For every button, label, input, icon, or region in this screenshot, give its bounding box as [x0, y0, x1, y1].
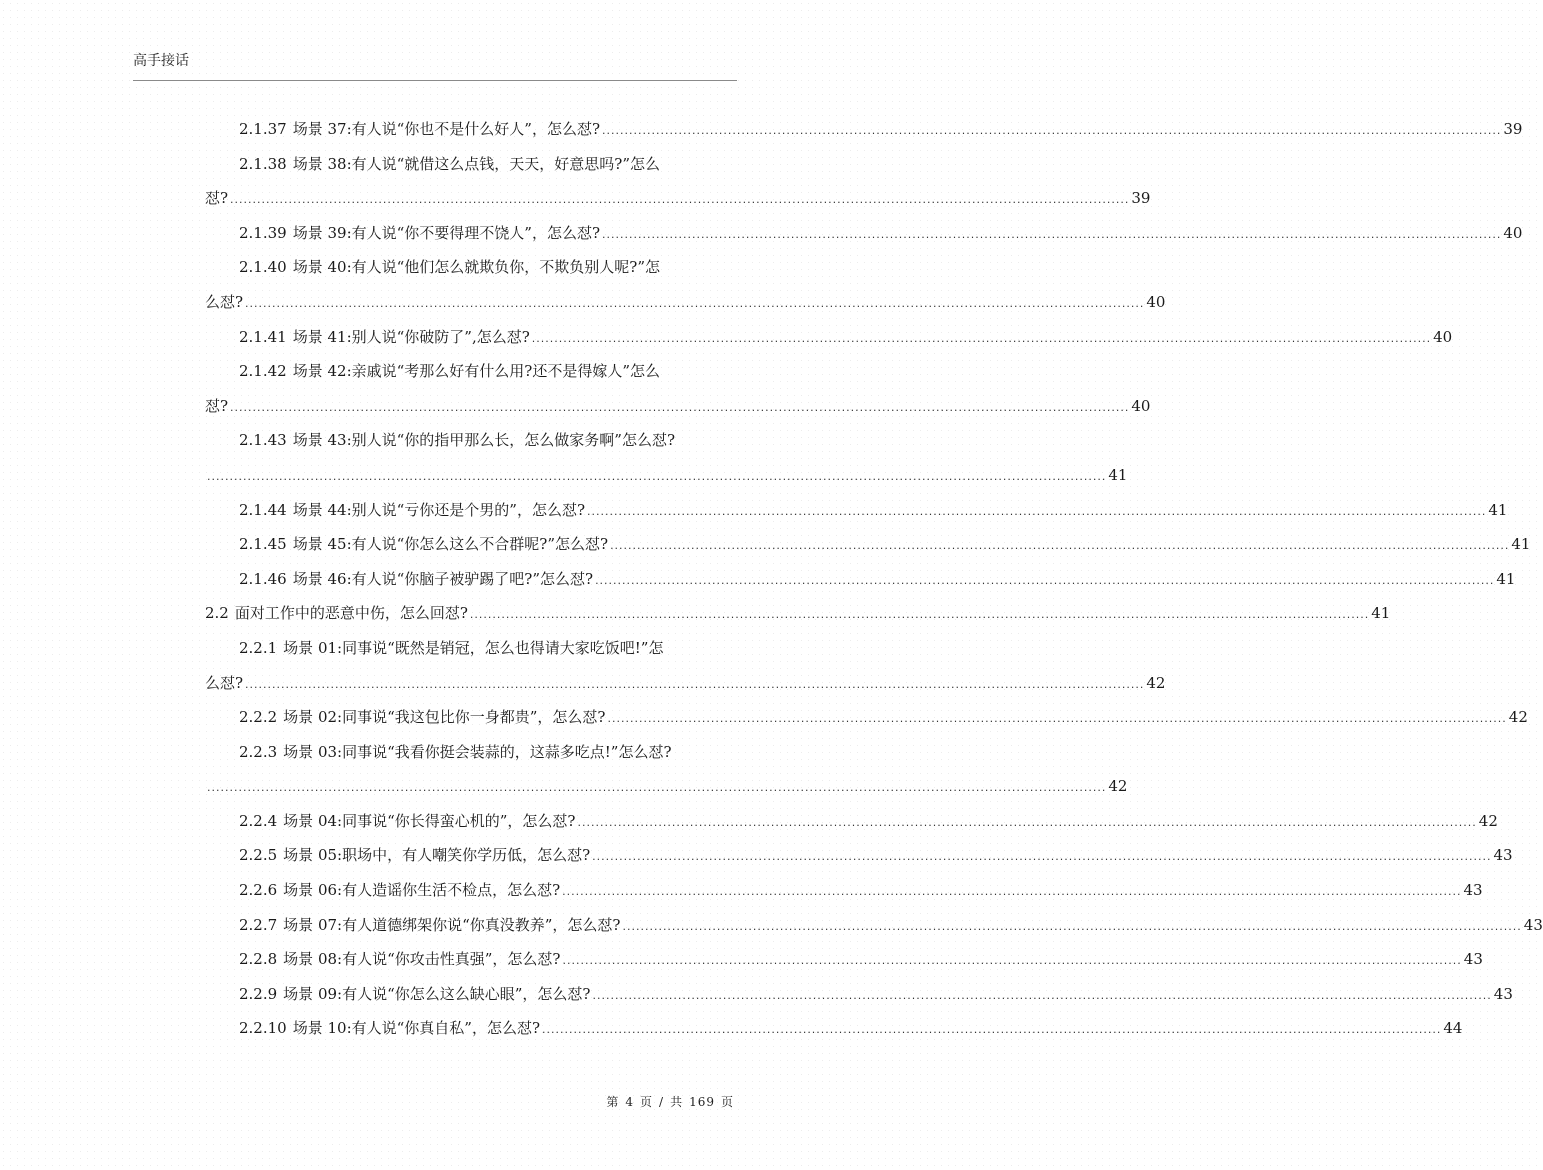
toc-entry-text: 场景 43:别人说“你的指甲那么长，怎么做家务啊”怎么怼? [292, 431, 676, 450]
dot-leader: ........................................................................................................................................................................................................ [230, 400, 1130, 414]
toc-entry-text: 场景 06:有人造谣你生活不检点，怎么怼? [283, 881, 561, 900]
toc-entry-title [205, 838, 590, 873]
toc-entry-page: 44 [1443, 1019, 1463, 1038]
toc-entry-number: 2.2 [205, 604, 229, 623]
toc-entry-text: 场景 40:有人说“他们怎么就欺负你，不欺负别人呢?”怎 [292, 258, 661, 277]
toc-entry-title [205, 1011, 540, 1046]
toc-entry[interactable] [205, 147, 737, 182]
toc-entry[interactable] [205, 423, 737, 458]
toc-entry-text: 场景 44:别人说“亏你还是个男的”，怎么怼? [292, 500, 586, 519]
footer-page-word: 页 [640, 1095, 654, 1109]
toc-entry-title [205, 596, 468, 631]
running-header-title: 高手接话 [133, 53, 189, 69]
footer-separator: / [659, 1095, 665, 1109]
toc-entry-page: 41 [1488, 500, 1508, 519]
header-divider [133, 80, 737, 81]
toc-entry-continuation[interactable] [205, 458, 1128, 493]
toc-entry-title [205, 320, 530, 355]
toc-entry-page: 42 [1108, 777, 1128, 796]
toc-entry-page: 39 [1131, 189, 1151, 208]
toc-entry[interactable] [205, 493, 1508, 528]
toc-entry-text: 场景 10:有人说“你真自私”，怎么怼? [292, 1019, 541, 1038]
toc-entry-text: 场景 41:别人说“你破防了”,怎么怼? [292, 327, 530, 346]
toc-entry-number: 2.2.2 [239, 708, 278, 727]
toc-entry-text: 场景 37:有人说“你也不是什么好人”，怎么怼? [292, 120, 601, 138]
toc-entry-page: 41 [1371, 604, 1391, 623]
toc-entry[interactable] [205, 804, 1498, 839]
toc-entry-number: 2.1.40 [239, 258, 287, 277]
toc-entry-continuation[interactable] [205, 181, 1151, 216]
dot-leader: ........................................................................................................................................................................................................ [610, 539, 1510, 553]
toc-entry-text-continued: 么怼? [205, 292, 244, 311]
toc-entry[interactable] [205, 354, 737, 389]
toc-entry-text-continued: 怼? [205, 396, 229, 415]
toc-entry-text: 场景 42:亲戚说“考那么好有什么用?还不是得嫁人”怎么 [292, 362, 661, 381]
dot-leader: ........................................................................................................................................................................................................ [607, 712, 1507, 726]
dot-leader: ........................................................................................................................................................................................................ [587, 504, 1487, 518]
dot-leader: ........................................................................................................................................................................................................ [230, 193, 1130, 207]
toc-entry-continuation[interactable] [205, 389, 1151, 424]
toc-entry-page: 41 [1511, 535, 1531, 554]
toc-entry-title [205, 112, 600, 147]
toc-entry-number: 2.2.4 [239, 811, 278, 830]
dot-leader: ........................................................................................................................................................................................................ [562, 954, 1462, 968]
toc-entry-title [205, 873, 560, 908]
dot-leader: ........................................................................................................................................................................................................ [531, 331, 1432, 345]
toc-entry-number: 2.2.5 [239, 846, 278, 865]
toc-entry-page: 39 [1503, 120, 1523, 138]
toc-entry-page: 40 [1131, 396, 1151, 415]
toc-entry-title [205, 977, 590, 1012]
dot-leader: ........................................................................................................................................................................................................ [245, 296, 1145, 310]
toc-entry-page: 41 [1496, 569, 1516, 588]
toc-entry-number: 2.1.43 [239, 431, 287, 450]
toc-entry-title [205, 527, 608, 562]
toc-entry-title [205, 258, 660, 276]
toc-entry-page: 43 [1463, 950, 1483, 969]
toc-entry-number: 2.1.46 [239, 569, 287, 588]
toc-entry-page: 43 [1463, 881, 1483, 900]
toc-entry-text: 面对工作中的恶意中伤，怎么回怼? [234, 604, 468, 623]
toc-entry-number: 2.1.41 [239, 327, 287, 346]
toc-entry-number: 2.2.1 [239, 638, 278, 657]
toc-entry-page: 43 [1493, 846, 1513, 865]
toc-entry-text: 场景 05:职场中，有人嘲笑你学历低，怎么怼? [283, 846, 591, 865]
toc-entry[interactable] [205, 942, 1483, 977]
toc-entry-text: 场景 01:同事说“既然是销冠，怎么也得请大家吃饭吧!”怎 [283, 638, 664, 657]
toc-entry[interactable] [205, 562, 1516, 597]
toc-entry-number: 2.2.10 [239, 1019, 287, 1038]
toc-entry[interactable] [205, 527, 1531, 562]
toc-entry[interactable] [205, 838, 1513, 873]
toc-entry-number: 2.2.9 [239, 984, 278, 1003]
toc-entry-page: 40 [1146, 292, 1166, 311]
toc-entry-title [205, 362, 660, 380]
toc-entry-number: 2.2.6 [239, 881, 278, 900]
toc-entry-number: 2.1.39 [239, 223, 287, 242]
toc-entry-text: 场景 07:有人道德绑架你说“你真没教养”，怎么怼? [283, 915, 621, 934]
dot-leader: ........................................................................................................................................................................................................ [245, 677, 1145, 691]
toc-entry-text: 场景 04:同事说“你长得蛮心机的”，怎么怼? [283, 811, 576, 830]
toc-entry-text: 场景 09:有人说“你怎么这么缺心眼”，怎么怼? [283, 984, 591, 1003]
toc-entry-number: 2.2.8 [239, 950, 278, 969]
toc-entry-number: 2.1.42 [239, 362, 287, 381]
toc-entry-number: 2.1.44 [239, 500, 287, 519]
footer-suffix: 页 [720, 1095, 734, 1109]
dot-leader: ........................................................................................................................................................................................................ [469, 608, 1370, 622]
toc-entry-number: 2.1.38 [239, 154, 287, 173]
toc-entry-page: 42 [1508, 708, 1528, 727]
dot-leader: ........................................................................................................................................................................................................ [592, 850, 1492, 864]
footer-total-pages: 169 [689, 1095, 715, 1109]
toc-entry-page: 41 [1108, 465, 1128, 484]
toc-entry-number: 2.1.45 [239, 535, 287, 554]
dot-leader: ........................................................................................................................................................................................................ [542, 1023, 1442, 1037]
toc-entry-title [205, 639, 663, 657]
toc-entry-text: 场景 46:有人说“你脑子被驴踢了吧?”怎么怼? [292, 569, 594, 588]
toc-entry-continuation[interactable] [205, 769, 1128, 804]
toc-entry-number: 2.2.7 [239, 915, 278, 934]
dot-leader: ........................................................................................................................................................................................................ [602, 227, 1502, 241]
toc-entry-text: 场景 02:同事说“我这包比你一身都贵”，怎么怼? [283, 708, 606, 727]
toc-entry[interactable] [205, 873, 1483, 908]
toc-entry-continuation[interactable] [205, 666, 1166, 701]
footer-current-page: 4 [625, 1095, 634, 1109]
dot-leader: ........................................................................................................................................................................................................ [207, 781, 1107, 795]
toc-entry[interactable] [205, 977, 1513, 1012]
toc-entry-text: 场景 03:同事说“我看你挺会装蒜的，这蒜多吃点!”怎么怼? [283, 742, 672, 761]
toc-entry-text-continued: 怼? [205, 189, 229, 208]
toc-entry[interactable] [205, 631, 737, 666]
dot-leader: ........................................................................................................................................................................................................ [592, 988, 1492, 1002]
toc-entry-page: 40 [1433, 327, 1453, 346]
toc-entry-title [205, 700, 605, 735]
toc-entry-title [205, 942, 560, 977]
toc-entry-page: 42 [1478, 811, 1498, 830]
toc-entry-title [205, 216, 600, 251]
toc-entry[interactable] [205, 735, 737, 770]
toc-entry-title [205, 431, 675, 449]
toc-entry-text: 场景 45:有人说“你怎么这么不合群呢?”怎么怼? [292, 535, 609, 554]
toc-entry-continuation[interactable] [205, 285, 1166, 320]
dot-leader: ........................................................................................................................................................................................................ [595, 573, 1495, 587]
toc-entry-page: 42 [1146, 673, 1166, 692]
toc-entry-title [205, 908, 620, 943]
toc-entry-text: 场景 38:有人说“就借这么点钱，天天，好意思吗?”怎么 [292, 154, 661, 173]
table-of-contents [205, 112, 1543, 1046]
toc-entry-number: 2.1.37 [239, 120, 287, 138]
toc-entry-title [205, 493, 585, 528]
toc-entry-title [205, 562, 593, 597]
dot-leader: ........................................................................................................................................................................................................ [622, 919, 1522, 933]
toc-entry-text: 场景 39:有人说“你不要得理不饶人”，怎么怼? [292, 223, 601, 242]
footer-prefix: 第 [606, 1095, 620, 1109]
toc-entry[interactable] [205, 112, 1523, 147]
toc-entry-text-continued: 么怼? [205, 673, 244, 692]
dot-leader: ........................................................................................................................................................................................................ [562, 885, 1462, 899]
toc-entry-page: 43 [1523, 915, 1543, 934]
toc-entry[interactable] [205, 250, 737, 285]
page-footer [603, 1093, 737, 1110]
toc-entry[interactable] [205, 908, 1543, 943]
toc-entry-page: 43 [1493, 984, 1513, 1003]
toc-entry[interactable] [205, 216, 1523, 251]
dot-leader: ........................................................................................................................................................................................................ [602, 124, 1502, 137]
toc-entry[interactable] [205, 596, 1391, 631]
toc-entry[interactable] [205, 1011, 1463, 1046]
toc-entry-title [205, 155, 660, 173]
dot-leader: ........................................................................................................................................................................................................ [577, 815, 1477, 829]
toc-entry-page: 40 [1503, 223, 1523, 242]
toc-entry-title [205, 804, 575, 839]
dot-leader: ........................................................................................................................................................................................................ [207, 469, 1107, 483]
toc-entry-title [205, 743, 672, 761]
toc-entry[interactable] [205, 700, 1528, 735]
toc-entry-text: 场景 08:有人说“你攻击性真强”，怎么怼? [283, 950, 561, 969]
toc-entry[interactable] [205, 320, 1453, 355]
footer-total-prefix: 共 [670, 1095, 684, 1109]
toc-entry-number: 2.2.3 [239, 742, 278, 761]
